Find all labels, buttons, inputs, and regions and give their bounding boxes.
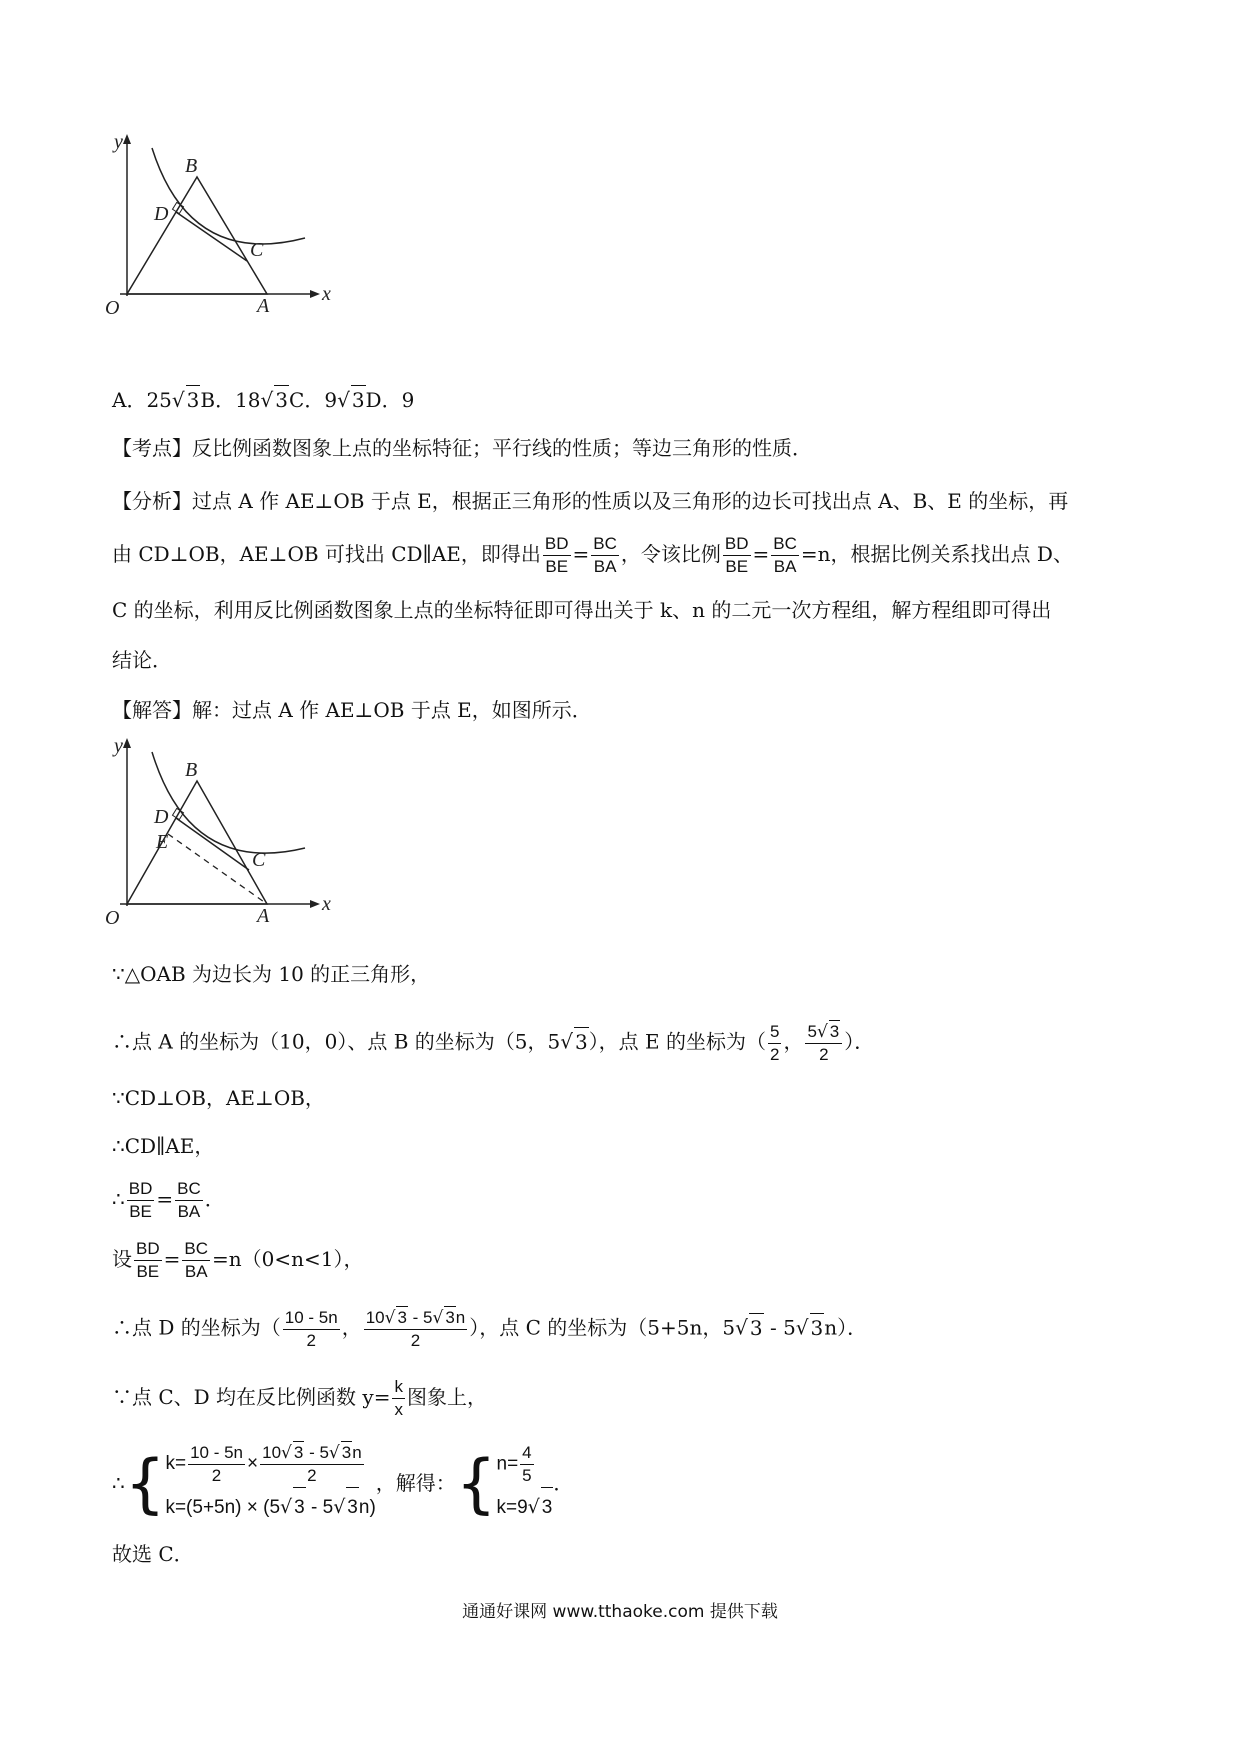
- fig2-d-label: D: [154, 806, 169, 828]
- fig2-o-label: O: [105, 907, 120, 926]
- fenxi-line-1: 【分析】过点 A 作 AE⊥OB 于点 E，根据正三角形的性质以及三角形的边长可找出点 A、B、E 的坐标，再: [112, 489, 1069, 513]
- step-10: 故选 C．: [112, 1542, 194, 1566]
- fenxi-line-4: 结论．: [112, 648, 172, 672]
- step-3: ∵CD⊥OB，AE⊥OB，: [112, 1086, 325, 1110]
- figure-1-diagram: [100, 128, 340, 328]
- fig2-y-label: y: [114, 735, 123, 757]
- fig2-c-label: C: [252, 849, 266, 871]
- step-5: ∴ $\frac{BD}{BE}$ = $\frac{BC}{BA}$ ．: [112, 1179, 225, 1221]
- fig1-d-label: D: [154, 203, 169, 225]
- fig1-a-label: A: [257, 295, 270, 317]
- fig2-a-label: A: [257, 905, 270, 926]
- figure-2-diagram: [100, 726, 340, 926]
- kaodian-line: 【考点】反比例函数图象上点的坐标特征；平行线的性质；等边三角形的性质．: [112, 436, 812, 460]
- step-6: 设 $\frac{BD}{BE}$ = $\frac{BC}{BA}$ =n（0<n<1），: [112, 1239, 364, 1281]
- fig1-c-label: C: [250, 239, 264, 261]
- step-1: ∵△OAB 为边长为 10 的正三角形，: [112, 962, 431, 986]
- step-4: ∴CD∥AE，: [112, 1134, 215, 1158]
- fenxi-line-2: 由 CD⊥OB，AE⊥OB 可找出 CD∥AE，即得出 $\frac{BD}{BE}$ = $\frac{BC}{BA}$ ，令该比例 $\frac{BD}{BE}$ = $\frac{BC}{BA}$ =n，根据比例关系找出点 D、: [112, 534, 1073, 576]
- jieda-line: 【解答】解：过点 A 作 AE⊥OB 于点 E，如图所示．: [112, 698, 592, 722]
- step-8: ∵点 C、D 均在反比例函数 y= $\frac{k}{x}$ 图象上，: [112, 1377, 487, 1419]
- fig1-b-label: B: [185, 155, 198, 177]
- footer-credit: 通通好课网 www.tthaoke.com 提供下载: [462, 1602, 778, 1622]
- fig2-b-label: B: [185, 759, 198, 781]
- fig1-y-label: y: [114, 131, 123, 153]
- answer-options: A．25√ 3B．18√ 3C．9√ 3D．9: [112, 385, 414, 414]
- fig2-x-label: x: [322, 893, 331, 915]
- fenxi-line-3: C 的坐标，利用反比例函数图象上点的坐标特征即可得出关于 k、n 的二元一次方程组，解方程组即可得出: [112, 598, 1052, 622]
- step-9-system: ∴{ k= $\frac{10 - 5n}{2}$ × $\frac{10√ 3 - 5√ 3n}{2}$ k=(5+5n) × (5√ 3 - 5√ 3n) ，解得：{ n= $\frac{4}{5}$ k=9√ 3 ．: [112, 1438, 573, 1528]
- fig1-x-label: x: [322, 283, 331, 305]
- fig1-o-label: O: [105, 297, 120, 319]
- step-7: ∴点 D 的坐标为（ $\frac{10 - 5n}{2}$ ， $\frac{10√ 3 - 5√ 3n}{2}$ ），点 C 的坐标为（5+5n，5√ 3 - 5√ 3n）．: [112, 1307, 868, 1350]
- step-2: ∴点 A 的坐标为（10，0）、点 B 的坐标为（5，5√ 3），点 E 的坐标为（ $\frac{5}{2}$ ， $\frac{5√ 3}{2}$ ）．: [112, 1021, 875, 1064]
- fig2-e-label: E: [156, 831, 169, 853]
